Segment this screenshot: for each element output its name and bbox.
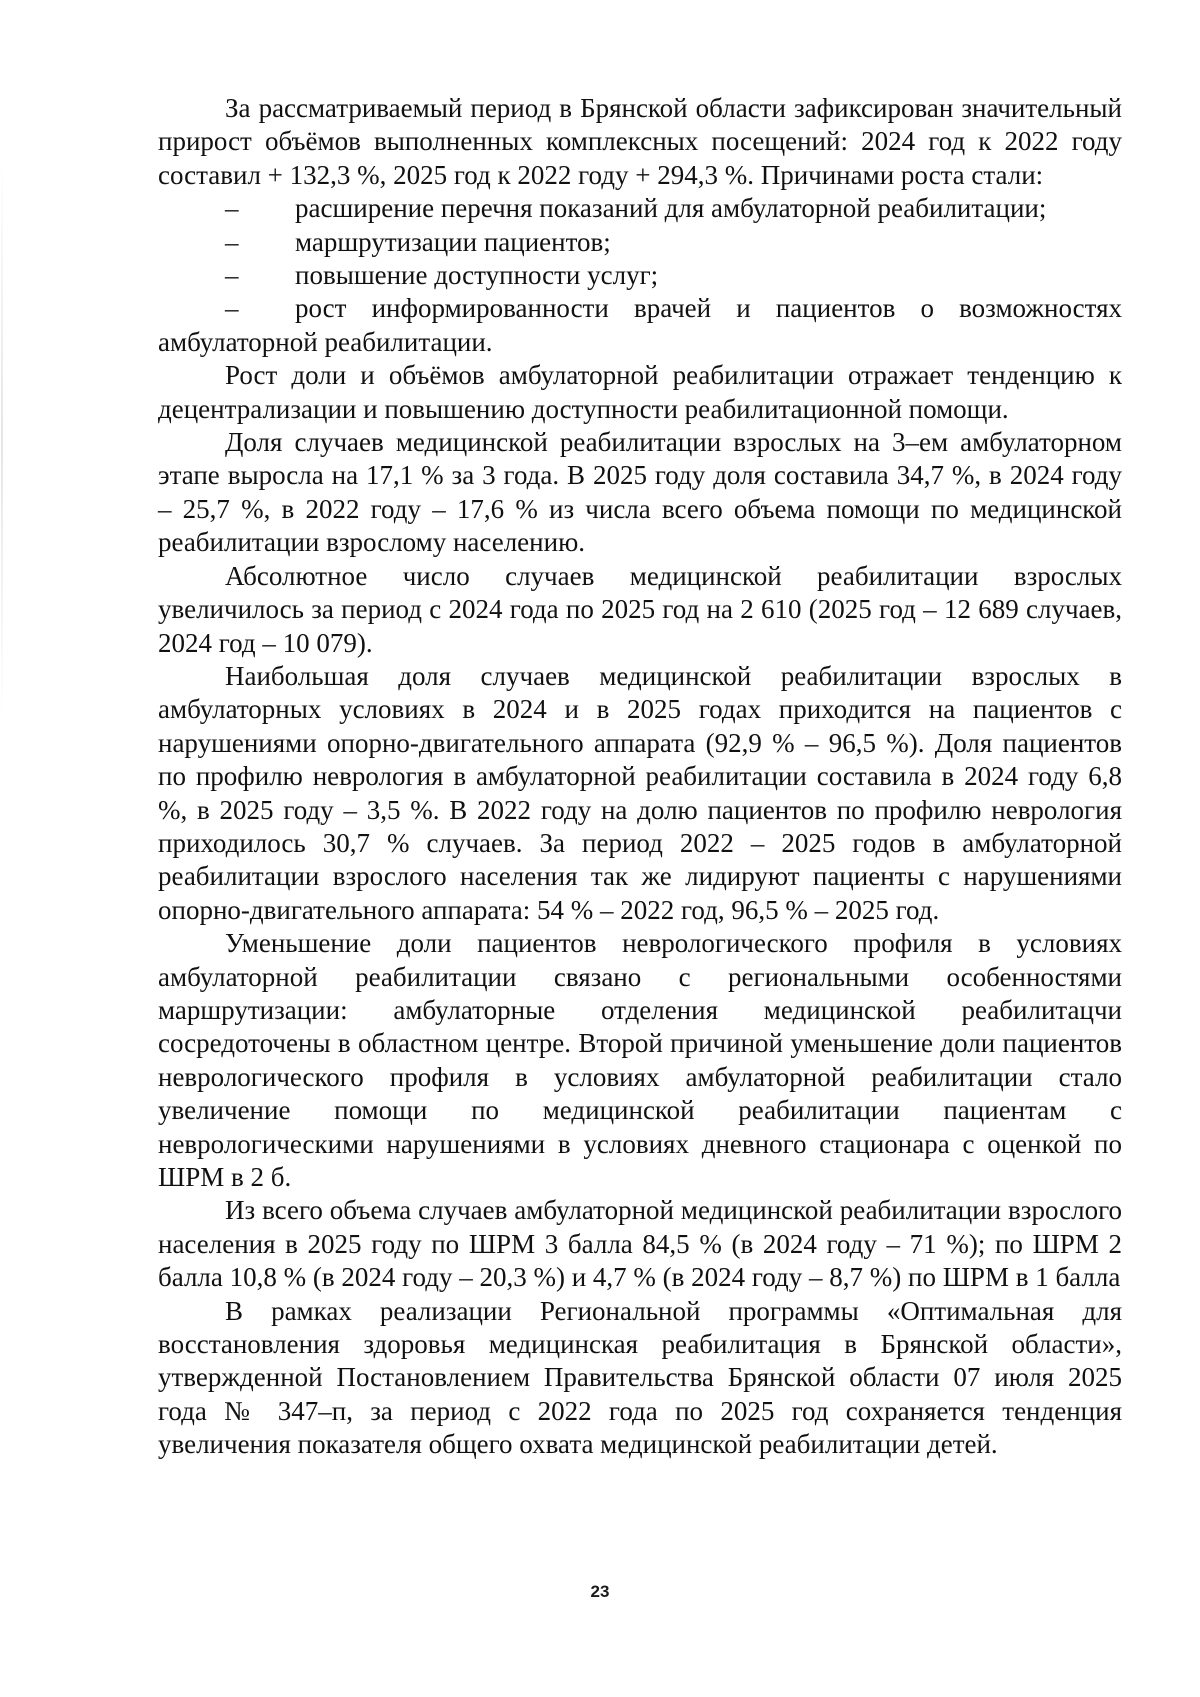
list-item xyxy=(158,292,1122,359)
paragraph-decentralization: Рост доли и объёмов амбулаторной реабилитации отражает тенденцию к децентрализации и повышению доступности реабилитационной помощи. xyxy=(158,360,1122,424)
paragraph-share-third-stage: Доля случаев медицинской реабилитации взрослых на 3–ем амбулаторном этапе выросла на 17,1 % за 3 года. В 2025 году доля составила 34,7 %, в 2024 году – 25,7 %, в 2022 году – 17,6 % из числа всего объема помощи по медицинской реабилитации взрослому населению. xyxy=(158,427,1122,558)
page-number: 23 xyxy=(590,1582,610,1601)
paragraph-growth-visits: За рассматриваемый период в Брянской области зафиксирован значительный прирост объёмов выполненных комплексных посещений: 2024 год к 2022 году составил + 132,3 %, 2025 год к 2022 году + 294,3 %. Причинами роста стали: xyxy=(158,93,1122,190)
list-dash: – xyxy=(225,226,239,257)
list-item-text: повышение доступности услуг; xyxy=(295,260,659,291)
paragraph-largest-share: Наибольшая доля случаев медицинской реабилитации взрослых в амбулаторных условиях в 2024 и в 2025 годах приходится на пациентов с нарушениями опорно-двигательного аппарата (92,9 % – 96,5 %). Доля пациентов по профилю неврология в амбулаторной реабилитации составила в 2024 году 6,8 %, в 2025 году – 3,5 %. В 2022 году на долю пациентов по профилю неврология приходилось 30,7 % случаев. За период 2022 – 2025 годов в амбулаторной реабилитации взрослого населения так же лидируют пациенты с нарушениями опорно-двигательного аппарата: 54 % – 2022 год, 96,5 % – 2025 год. xyxy=(158,660,1122,925)
paragraph-shrm-scores: Из всего объема случаев амбулаторной медицинской реабилитации взрослого населения в 2025 году по ШРМ 3 балла 84,5 % (в 2024 году – 71 %); по ШРМ 2 балла 10,8 % (в 2024 году – 20,3 %) и 4,7 % (в 2024 году – 8,7 %) по ШРМ в 1 балла xyxy=(158,1195,1122,1293)
paragraph-regional-program: В рамках реализации Региональной программы «Оптимальная для восстановления здоровья медицинская реабилитация в Брянской области», утвержденной Постановлением Правительства Брянской области 07 июля 2025 года № 347–п, за период с 2022 года по 2025 год сохраняется тенденция увеличения показателя общего охвата медицинской реабилитации детей. xyxy=(158,1295,1122,1460)
growth-reasons-list xyxy=(158,192,1122,359)
paragraph-absolute-cases: Абсолютное число случаев медицинской реабилитации взрослых увеличилось за период с 2024 года по 2025 год на 2 610 (2025 год – 12 689 случаев, 2024 год – 10 079). xyxy=(158,560,1122,658)
list-item-text: маршрутизации пациентов; xyxy=(295,226,611,257)
list-item-text: расширение перечня показаний для амбулаторной реабилитации; xyxy=(295,193,1047,224)
document-body xyxy=(158,92,1122,1462)
scan-edge-shadow xyxy=(1,160,3,720)
list-item xyxy=(158,259,1122,292)
list-dash: – xyxy=(225,293,239,324)
list-item-text: рост информированности врачей и пациентов о возможностях амбулаторной реабилитации. xyxy=(158,293,1122,357)
list-item xyxy=(158,192,1122,225)
list-dash: – xyxy=(225,260,239,291)
list-dash: – xyxy=(225,193,239,224)
paragraph-neurology-decrease: Уменьшение доли пациентов неврологического профиля в условиях амбулаторной реабилитации связано с региональными особенностями маршрутизации: амбулаторные отделения медицинской реабилитацчи сосредоточены в областном центре. Второй причиной уменьшение доли пациентов неврологического профиля в условиях амбулаторной реабилитации стало увеличение помощи по медицинской реабилитации пациентам с неврологическими нарушениями в условиях дневного стационара с оценкой по ШРМ в 2 б. xyxy=(158,928,1122,1192)
list-item xyxy=(158,226,1122,259)
